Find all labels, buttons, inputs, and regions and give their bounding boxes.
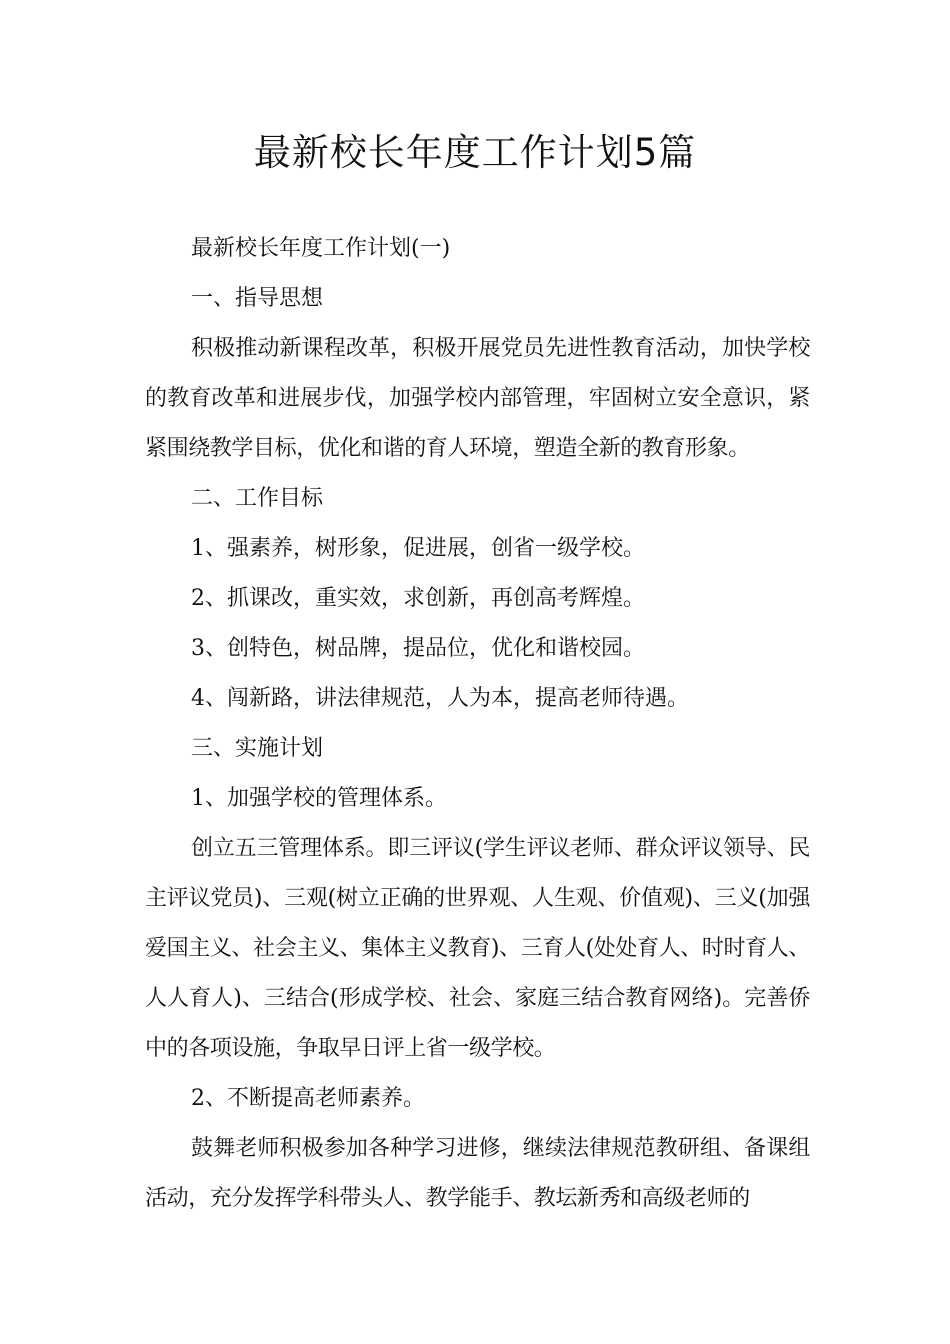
section-heading-plan-one: 最新校长年度工作计划(一) <box>191 236 451 261</box>
document-title: 最新校长年度工作计划5篇 <box>253 131 697 174</box>
section-heading-implementation: 三、实施计划 <box>191 736 324 761</box>
section-heading-guiding-thought: 一、指导思想 <box>191 286 324 311</box>
implementation-item-1: 1、加强学校的管理体系。 <box>191 786 447 811</box>
paragraph-management-system: 创立五三管理体系。即三评议(学生评议老师、群众评议领导、民主评议党员)、三观(树立正确的世界观、人生观、价值观)、三义(加强爱国主义、社会主义、集体主义教育)、三育人(处处育人、时时育人、人人育人)、三结合(形成学校、社会、家庭三结合教育网络)。完善侨中的各项设施，争取早日评上省一级学校。 <box>145 836 810 1061</box>
goal-item-4: 4、闯新路，讲法律规范，人为本，提高老师待遇。 <box>191 686 689 711</box>
goal-item-1: 1、强素养，树形象，促进展，创省一级学校。 <box>191 536 645 561</box>
paragraph-guiding-thought: 积极推动新课程改革，积极开展党员先进性教育活动，加快学校的教育改革和进展步伐，加强学校内部管理，牢固树立安全意识，紧紧围绕教学目标，优化和谐的育人环境，塑造全新的教育形象。 <box>145 336 810 461</box>
goal-item-3: 3、创特色，树品牌，提品位，优化和谐校园。 <box>191 636 645 661</box>
goal-item-2: 2、抓课改，重实效，求创新，再创高考辉煌。 <box>191 586 645 611</box>
document-body <box>145 224 810 1224</box>
section-heading-work-goals: 二、工作目标 <box>191 486 324 511</box>
paragraph-teacher-quality: 鼓舞老师积极参加各种学习进修，继续法律规范教研组、备课组活动，充分发挥学科带头人、教学能手、教坛新秀和高级老师的 <box>145 1136 810 1211</box>
implementation-item-2: 2、不断提高老师素养。 <box>191 1086 425 1111</box>
